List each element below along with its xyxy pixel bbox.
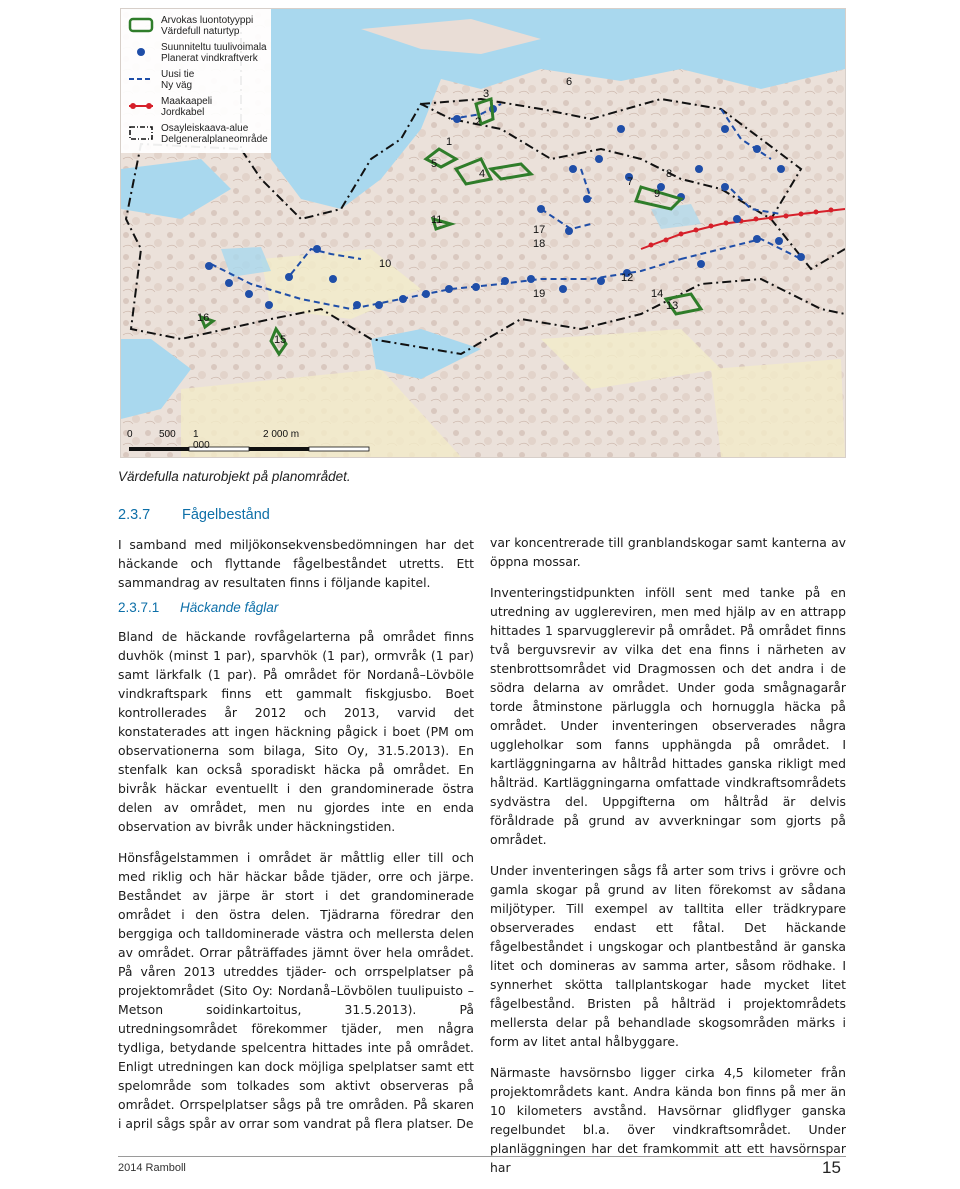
scale-bar xyxy=(129,447,369,451)
section-title: Fågelbestånd xyxy=(182,507,270,523)
legend-item-area xyxy=(127,123,268,145)
left-column-intro xyxy=(118,535,474,604)
left-column xyxy=(118,627,474,1145)
subsection-number: 2.3.7.1 xyxy=(118,600,160,615)
map-legend xyxy=(121,9,271,153)
scale-tick-2000: 2 000 m xyxy=(263,429,300,440)
section-heading xyxy=(118,507,270,523)
site-label: 14 xyxy=(651,288,664,300)
paragraph: I samband med miljökonsekvensbedömningen har det häckande och flyttande fågelbeståndet utretts. Ett sammandrag av resultaten finns i följande kapitel. xyxy=(118,537,474,590)
site-label: 9 xyxy=(654,188,661,200)
field-area xyxy=(711,359,845,457)
scale-tick-500: 500 xyxy=(159,429,176,440)
site-label: 18 xyxy=(533,238,546,250)
footer-copyright: 2014 Ramboll xyxy=(118,1162,186,1174)
scale-tick-0: 0 xyxy=(127,429,133,440)
site-label: 2 xyxy=(475,116,482,128)
site-label: 6 xyxy=(566,76,573,88)
site-label: 7 xyxy=(627,176,634,188)
dashed-road-icon xyxy=(127,69,155,89)
map-caption: Värdefulla naturobjekt på planområdet. xyxy=(118,469,351,484)
turbine-dot-icon xyxy=(127,42,155,62)
site-label: 12 xyxy=(621,272,634,284)
paragraph: Närmaste havsörnsbo ligger cirka 4,5 kilometer från projektområdets kant. Andra kända bon finns på mer än 10 kilometers avstånd. Havsörnar glidflyger ganska regelbundet bl.a. över vindkraftsområdet. Under planläggningen har det framkommit att ett havsörnspar har xyxy=(490,1065,846,1175)
legend-line2: Planerat vindkraftverk xyxy=(161,53,258,64)
site-label: 15 xyxy=(274,334,287,346)
site-label: 16 xyxy=(197,312,210,324)
subsection-title: Häckande fåglar xyxy=(180,600,279,615)
site-label: 13 xyxy=(666,300,679,312)
site-label: 17 xyxy=(533,224,546,236)
legend-line2: Ny väg xyxy=(161,80,193,91)
plan-area-icon xyxy=(127,123,155,143)
legend-line1: Arvokas luontotyyppi xyxy=(161,15,254,26)
ground-cable-icon xyxy=(127,96,155,116)
paragraph: Hönsfågelstammen i området är måttlig eller till och med riklig och här häckar både tjäder, orre och järpe. Beståndet av järpe är stort i det grandominerade området i den östra delen. Tjädrarna föredrar den berggiga och talldominerade västra och mellersta delen av området. Orrar påträffades jämnt över hela området. På våren 2013 utreddes tjäder- och orrspelplatser på projektområdet (Sito Oy: Nordanå–Lövbölen tuulipuisto – Metson soidinkartoitus, 31.5.2013). På utredningsområdet förekommer tjäder, men några tydliga, betydande spelcentra hittades inte på området. Enligt utredningen kan dock möjliga spelplatser samt ett spelområde som tolkades som aktivt observeras på området. Orrspelplatser sågs på tre områden. På skaren i april sågs spår av orrar som vandrat på flera platser. De xyxy=(118,850,474,1131)
site-label: 10 xyxy=(379,258,392,270)
paragraph: Under inventeringen sågs få arter som trivs i grövre och gamla skogar på grund av liten förekomst av sådana miljötyper. Till exempel av talltita eller trädkrypare observerades endast ett fåtal. Det häckande fågelbeståndet i ungskogar och plantbestånd är ganska litet och domineras av samma arter, såsom rödhake. I synnerhet skötta tallplantskogar hade mycket litet fågelbestånd. Bristen på hålträd i projektområdets mellersta delar på behandlade skogsområden märks i form av litet antal hålbyggare. xyxy=(490,863,846,1049)
section-number: 2.3.7 xyxy=(118,507,151,523)
site-label: 8 xyxy=(666,168,673,180)
subsection-heading xyxy=(118,600,278,615)
footer-divider xyxy=(118,1156,846,1157)
legend-line2: Värdefull naturtyp xyxy=(161,26,240,37)
legend-line1: Maakaapeli xyxy=(161,96,213,107)
site-label: 11 xyxy=(431,214,443,226)
site-label: 5 xyxy=(431,158,438,170)
legend-line2: Jordkabel xyxy=(161,107,205,118)
paragraph: var koncentrerade till granblandskogar samt kanterna av öppna mossar. xyxy=(490,535,846,569)
page-number: 15 xyxy=(822,1158,841,1177)
legend-line1: Osayleiskaava-alue xyxy=(161,123,249,134)
scale-tick-1000: 1 000 xyxy=(193,429,210,451)
planning-area-map xyxy=(120,8,846,458)
site-label: 4 xyxy=(479,168,486,180)
green-outline-icon xyxy=(127,15,155,35)
site-label: 19 xyxy=(533,288,546,300)
paragraph: Inventeringstidpunkten inföll sent med tanke på en utredning av ugglereviren, men med hjälp av en attrapp hittades 1 sparvugglerevir på området. På området finns två berguvsrevir av vilka det ena finns i närheten av stenbrottsområdet vid Dragmossen och det andra i de södra delarna av området. Under goda smågnagarår torde åtminstone pärluggla och hornuggla häcka på området. Under inventeringen observerades några uggleholkar som fanns upphängda på området. I kartläggningarna av håltråd hittades ganska rikligt med hålträd. Kartläggningarna omfattade vindkraftsområdets sydvästra del. Uppgifterna om håltråd är delvis föråldrade på grund av avverkningar som gjorts på området. xyxy=(490,585,846,847)
legend-line1: Uusi tie xyxy=(161,69,195,80)
site-label: 1 xyxy=(446,136,453,148)
paragraph: Bland de häckande rovfågelarterna på området finns duvhök (minst 1 par), sparvhök (1 par), ormvråk (1 par) samt lärkfalk (1 par). På området för Nordanå–Lövböle vindkraftspark finns ett gammalt fiskgjusbo. Boet kontrollerades år 2012 och 2013, varvid det konstaterades att ingen häckning pågick i boet (PM om observationerna som bilaga, Sito Oy, 31.5.2013). En stenfalk kan också sporadiskt häcka på området. En bivråk häckar eventuellt i den grandominerade östra delen av området, men nu gjordes inte en enda observation av bivråk under häckningstiden. xyxy=(118,629,474,834)
legend-item-valuable xyxy=(127,15,253,37)
legend-item-road xyxy=(127,69,194,91)
right-column xyxy=(490,533,846,1189)
site-label: 3 xyxy=(483,88,490,100)
legend-item-cable xyxy=(127,96,212,118)
legend-line1: Suunniteltu tuulivoimala xyxy=(161,42,267,53)
legend-line2: Delgeneralplaneområde xyxy=(161,134,268,145)
legend-item-turbine xyxy=(127,42,267,64)
